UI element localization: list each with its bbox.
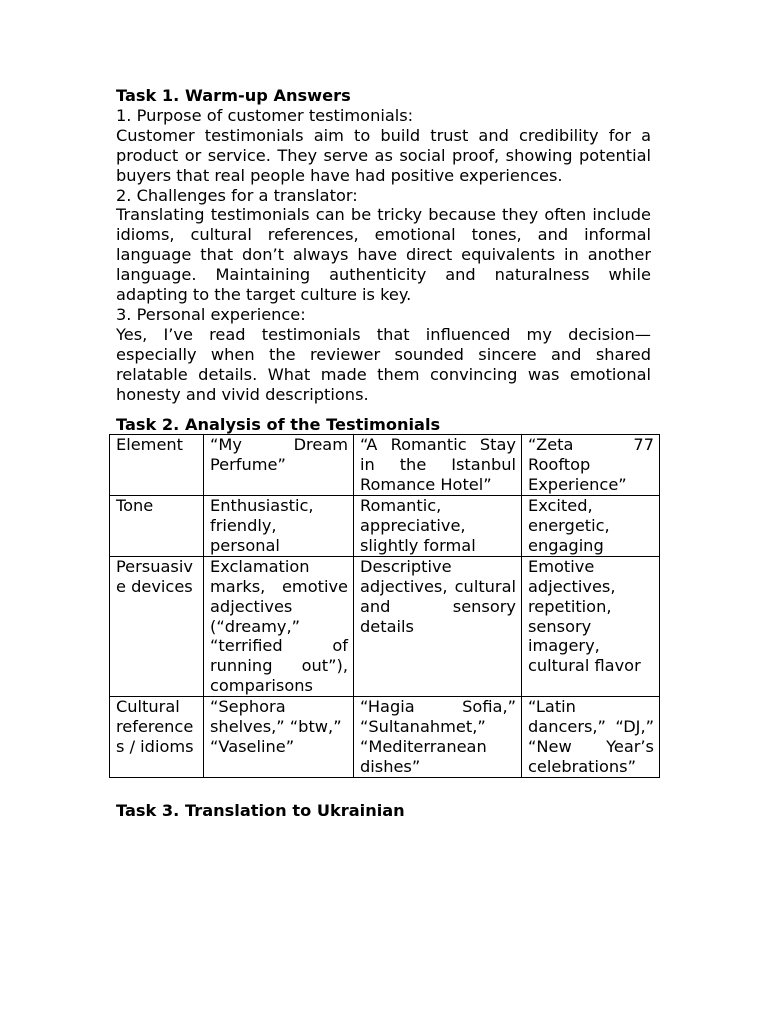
task1-answer-1: Customer testimonials aim to build trust and credibility for a product or service. They serve as social proof, showing potential buyers that real people have had positive experiences. [116, 125, 651, 185]
table-cell: Enthusiastic, friendly, personal [204, 496, 354, 557]
document-page [116, 86, 654, 821]
table-cell: Descriptive adjectives, cultural and sensory details [354, 556, 522, 696]
table-header-cell: Element [110, 435, 204, 496]
table-cell: Romantic, appreciative, slightly formal [354, 496, 522, 557]
table-cell: Exclamation marks, emotive adjectives (“dreamy,” “terrified of running out”), comparisons [204, 556, 354, 696]
analysis-table [109, 434, 660, 777]
table-cell: Emotive adjectives, repetition, sensory imagery, cultural flavor [522, 556, 660, 696]
table-cell: “Sephora shelves,” “btw,” “Vaseline” [204, 697, 354, 778]
table-header-cell: “Zeta 77 Rooftop Experience” [522, 435, 660, 496]
task1-question-3: 3. Personal experience: [116, 304, 306, 324]
table-cell: “Latin dancers,” “DJ,” “New Year’s celebrations” [522, 697, 660, 778]
task3-heading: Task 3. Translation to Ukrainian [116, 800, 405, 820]
table-row [110, 496, 660, 557]
task2-heading: Task 2. Analysis of the Testimonials [116, 414, 441, 434]
table-cell: “Hagia Sofia,” “Sultanahmet,” “Mediterranean dishes” [354, 697, 522, 778]
task1-answer-3: Yes, I’ve read testimonials that influenced my decision—especially when the reviewer sounded sincere and shared relatable details. What made them convincing was emotional honesty and vivid descriptions. [116, 324, 651, 404]
table-row [110, 697, 660, 778]
table-header-cell: “A Romantic Stay in the Istanbul Romance Hotel” [354, 435, 522, 496]
task1-question-1: 1. Purpose of customer testimonials: [116, 105, 414, 125]
table-cell: Excited, energetic, engaging [522, 496, 660, 557]
task1-question-2: 2. Challenges for a translator: [116, 185, 358, 205]
table-header-cell: “My Dream Perfume” [204, 435, 354, 496]
task1-answer-2: Translating testimonials can be tricky because they often include idioms, cultural references, emotional tones, and informal language that don’t always have direct equivalents in another language. Maintaining authenticity and naturalness while adapting to the target culture is key. [116, 205, 651, 305]
table-header-row [110, 435, 660, 496]
table-cell: Cultural references / idioms [110, 697, 204, 778]
spacer [116, 405, 651, 415]
table-row [110, 556, 660, 696]
table-cell: Persuasive devices [110, 556, 204, 696]
task1-heading: Task 1. Warm-up Answers [116, 86, 351, 105]
table-cell: Tone [110, 496, 204, 557]
